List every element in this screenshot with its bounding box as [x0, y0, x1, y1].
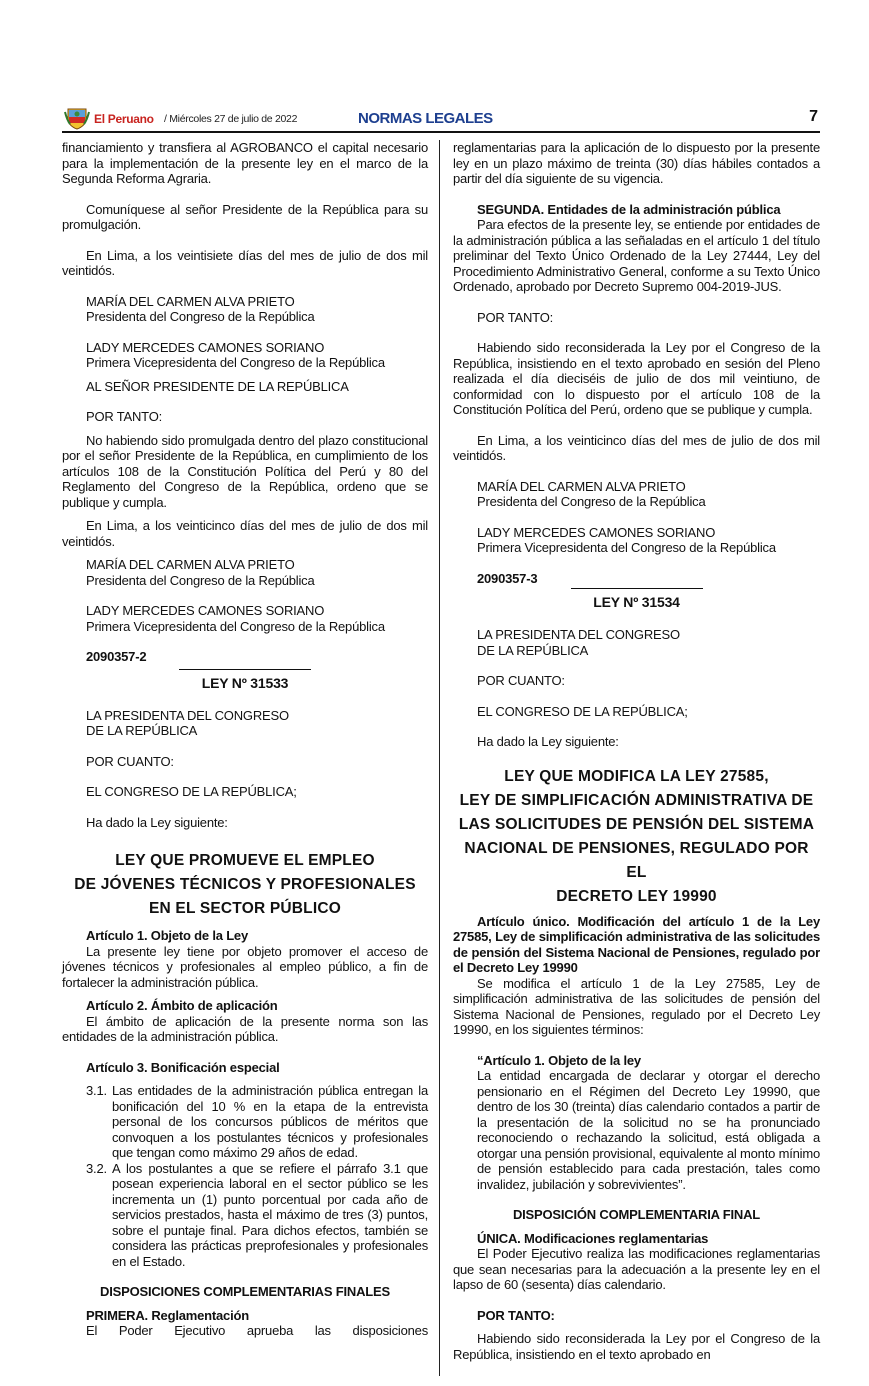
law-title-line: LAS SOLICITUDES DE PENSIÓN DEL SISTEMA	[458, 815, 815, 833]
law-title-line: NACIONAL DE PENSIONES, REGULADO POR EL	[464, 839, 809, 881]
document-code: 2090357-3	[477, 570, 538, 586]
left-column	[62, 140, 428, 1339]
law-title	[62, 849, 428, 921]
law-title-line: LEY DE SIMPLIFICACIÓN ADMINISTRATIVA DE	[459, 791, 814, 809]
article-heading: Artículo 1. Objeto de la Ley	[86, 928, 248, 943]
signatory-title: Primera Vicepresidenta del Congreso de la República	[86, 618, 385, 634]
law-title	[453, 765, 820, 909]
paragraph: Habiendo sido reconsiderada la Ley por el Congreso de la República, insistiendo en el texto aprobado en	[453, 1331, 820, 1362]
signatory-name: MARÍA DEL CARMEN ALVA PRIETO	[86, 293, 295, 309]
quoted-article-heading: “Artículo 1. Objeto de la ley	[477, 1052, 641, 1068]
publication-name: El Peruano	[94, 112, 154, 126]
column-divider	[439, 140, 440, 1376]
provision-heading: SEGUNDA. Entidades de la administración pública	[477, 201, 781, 217]
congress-line: EL CONGRESO DE LA REPÚBLICA;	[86, 784, 297, 799]
item-text: A los postulantes a que se refiere el párrafo 3.1 que posean experiencia laboral en el sector público se les incrementa un (1) punto porcentual por cada año de servicios prestados, hasta el máximo de tres (3) puntos, sobre el puntaje final. Para dichos efectos, también se considera las prácticas preprofesionales y profesionales en el Estado.	[112, 1160, 428, 1269]
paragraph: reglamentarias para la aplicación de lo dispuesto por la presente ley en un plazo máximo de treinta (30) días hábiles contados a partir del día siguiente de su vigencia.	[453, 140, 820, 186]
numbered-item	[62, 1083, 428, 1161]
paragraph: No habiendo sido promulgada dentro del plazo constitucional por el señor Presidente de la República, en cumplimiento de los artículos 108 de la Constitución Política del Perú y 80 del Reglamento del Congreso de la República, ordeno que se publique y cumpla.	[62, 432, 428, 510]
law-title-line: DECRETO LEY 19990	[556, 887, 717, 905]
signatory-title: Presidenta del Congreso de la República	[86, 309, 315, 324]
item-number: 3.2.	[86, 1160, 107, 1176]
signatory-name: LADY MERCEDES CAMONES SORIANO	[477, 524, 716, 540]
por-tanto: POR TANTO:	[477, 1307, 555, 1323]
page-header	[62, 104, 820, 132]
right-column	[453, 140, 820, 1362]
section-heading: DISPOSICIONES COMPLEMENTARIAS FINALES	[100, 1284, 390, 1299]
signatory-title: Presidenta del Congreso de la República	[86, 572, 315, 588]
addressee: AL SEÑOR PRESIDENTE DE LA REPÚBLICA	[86, 378, 349, 394]
numbered-item	[62, 1161, 428, 1270]
page-number: 7	[809, 108, 818, 125]
signatory-title: Presidenta del Congreso de la República	[477, 494, 706, 509]
item-number: 3.1.	[86, 1083, 107, 1098]
heading-line: DE LA REPÚBLICA	[477, 642, 589, 658]
provision-heading: PRIMERA. Reglamentación	[86, 1307, 249, 1323]
quoted-article-text: La entidad encargada de declarar y otorgar el derecho pensionario en el Régimen del Decreto Ley 19990, que dentro de los 30 (treinta) días calendario contados a partir de la presentación de la solicitud no se ha pronunciado reconociendo o rechazando la solicitud, está obligada a otorgar una pensión provisional, equivalente al monto mínimo de pensión establecido para cada prestación, tales como invalidez, jubilación y sobrevivientes”.	[477, 1068, 820, 1192]
paragraph: En Lima, a los veinticinco días del mes de julio de dos mil veintidós.	[62, 518, 428, 549]
heading-line: LA PRESIDENTA DEL CONGRESO	[86, 707, 289, 723]
article-text: Se modifica el artículo 1 de la Ley 27585, Ley de simplificación administrativa de las solicitudes de pensión del Sistema Nacional de Pensiones, regulado por el Decreto Ley 19990, en los siguientes términos:	[453, 975, 820, 1037]
paragraph: En Lima, a los veintisiete días del mes de julio de dos mil veintidós.	[62, 247, 428, 278]
document-code: 2090357-2	[86, 649, 147, 664]
congress-line: EL CONGRESO DE LA REPÚBLICA;	[477, 703, 688, 719]
article-heading: Artículo único. Modificación del artículo 1 de la Ley 27585, Ley de simplificación administrativa de las solicitudes de pensión del Sistema Nacional de Pensiones, regulado por el Decreto Ley 19990	[453, 913, 820, 975]
law-title-line: LEY QUE PROMUEVE EL EMPLEO	[115, 852, 375, 869]
signatory-name: MARÍA DEL CARMEN ALVA PRIETO	[86, 557, 295, 572]
publication-date: / Miércoles 27 de julio de 2022	[164, 113, 298, 125]
paragraph: Comuníquese al señor Presidente de la República para su promulgación.	[62, 201, 428, 232]
signatory-name: LADY MERCEDES CAMONES SORIANO	[86, 603, 325, 618]
section-heading: DISPOSICIÓN COMPLEMENTARIA FINAL	[512, 1207, 761, 1222]
article-text: El ámbito de aplicación de la presente norma son las entidades de la administración pública.	[62, 1013, 428, 1044]
law-number: LEY Nº 31533	[201, 674, 289, 691]
signatory-title: Primera Vicepresidenta del Congreso de la República	[477, 540, 776, 555]
provision-text: El Poder Ejecutivo realiza las modificaciones reglamentarias que sean necesarias para la adecuación a la presente ley en el lapso de 60 (sesenta) días calendario.	[453, 1246, 820, 1292]
paragraph: En Lima, a los veinticinco días del mes de julio de dos mil veintidós.	[453, 432, 820, 463]
por-cuanto: POR CUANTO:	[477, 673, 565, 688]
header-rule	[62, 131, 820, 133]
por-tanto: POR TANTO:	[477, 309, 554, 325]
heading-line: LA PRESIDENTA DEL CONGRESO	[477, 627, 680, 642]
signatory-title: Primera Vicepresidenta del Congreso de la República	[86, 355, 385, 370]
provision-text: Para efectos de la presente ley, se entiende por entidades de la administración pública a las señaladas en el artículo 1 del título preliminar del Texto Único Ordenado de la Ley 27444, Ley del Procedimiento Administrativo General, conforme a su Texto Único Ordenado, aprobado por Decreto Supremo 004-2019-JUS.	[453, 217, 820, 294]
enacting-clause: Ha dado la Ley siguiente:	[477, 734, 619, 749]
provision-text: El Poder Ejecutivo aprueba las disposiciones	[86, 1323, 428, 1338]
paragraph: Habiendo sido reconsiderada la Ley por el Congreso de la República, insistiendo en el texto aprobado en sesión del Pleno realizada el día dieciséis de julio de dos mil veintiuno, de conformidad con lo dispuesto por el artículo 108 de la Constitución Política del Perú, ordeno que se publique y cumpla.	[453, 340, 820, 417]
section-title: NORMAS LEGALES	[358, 110, 493, 127]
separator-rule	[179, 669, 311, 670]
heading-line: DE LA REPÚBLICA	[86, 723, 198, 738]
law-title-line: LEY QUE MODIFICA LA LEY 27585,	[504, 767, 769, 785]
law-number: LEY Nº 31534	[593, 594, 680, 610]
signatory-name: LADY MERCEDES CAMONES SORIANO	[86, 339, 325, 355]
law-title-line: DE JÓVENES TÉCNICOS Y PROFESIONALES	[74, 876, 416, 893]
paragraph: financiamiento y transfiera al AGROBANCO el capital necesario para la implementación de la presente ley en el marco de la Segunda Reforma Agraria.	[62, 140, 428, 186]
article-text: La presente ley tiene por objeto promover el acceso de jóvenes técnicos y profesionales al empleo público, a fin de fortalecer la administración pública.	[62, 943, 428, 990]
article-heading: Artículo 2. Ámbito de aplicación	[86, 998, 278, 1013]
por-tanto: POR TANTO:	[86, 409, 163, 424]
provision-heading: ÚNICA. Modificaciones reglamentarias	[477, 1230, 709, 1246]
por-cuanto: POR CUANTO:	[86, 753, 174, 769]
article-heading: Artículo 3. Bonificación especial	[86, 1059, 280, 1075]
law-title-line: EN EL SECTOR PÚBLICO	[148, 900, 342, 917]
separator-rule	[571, 588, 703, 589]
coat-of-arms-icon	[64, 106, 90, 130]
enacting-clause: Ha dado la Ley siguiente:	[86, 814, 228, 830]
signatory-name: MARÍA DEL CARMEN ALVA PRIETO	[477, 478, 686, 494]
item-text: Las entidades de la administración pública entregan la bonificación del 10 % en la etapa de la entrevista personal de los concursos públicos de méritos que convoquen a los postulantes técnicos y profesionales que tengan como máximo 29 años de edad.	[112, 1083, 428, 1160]
